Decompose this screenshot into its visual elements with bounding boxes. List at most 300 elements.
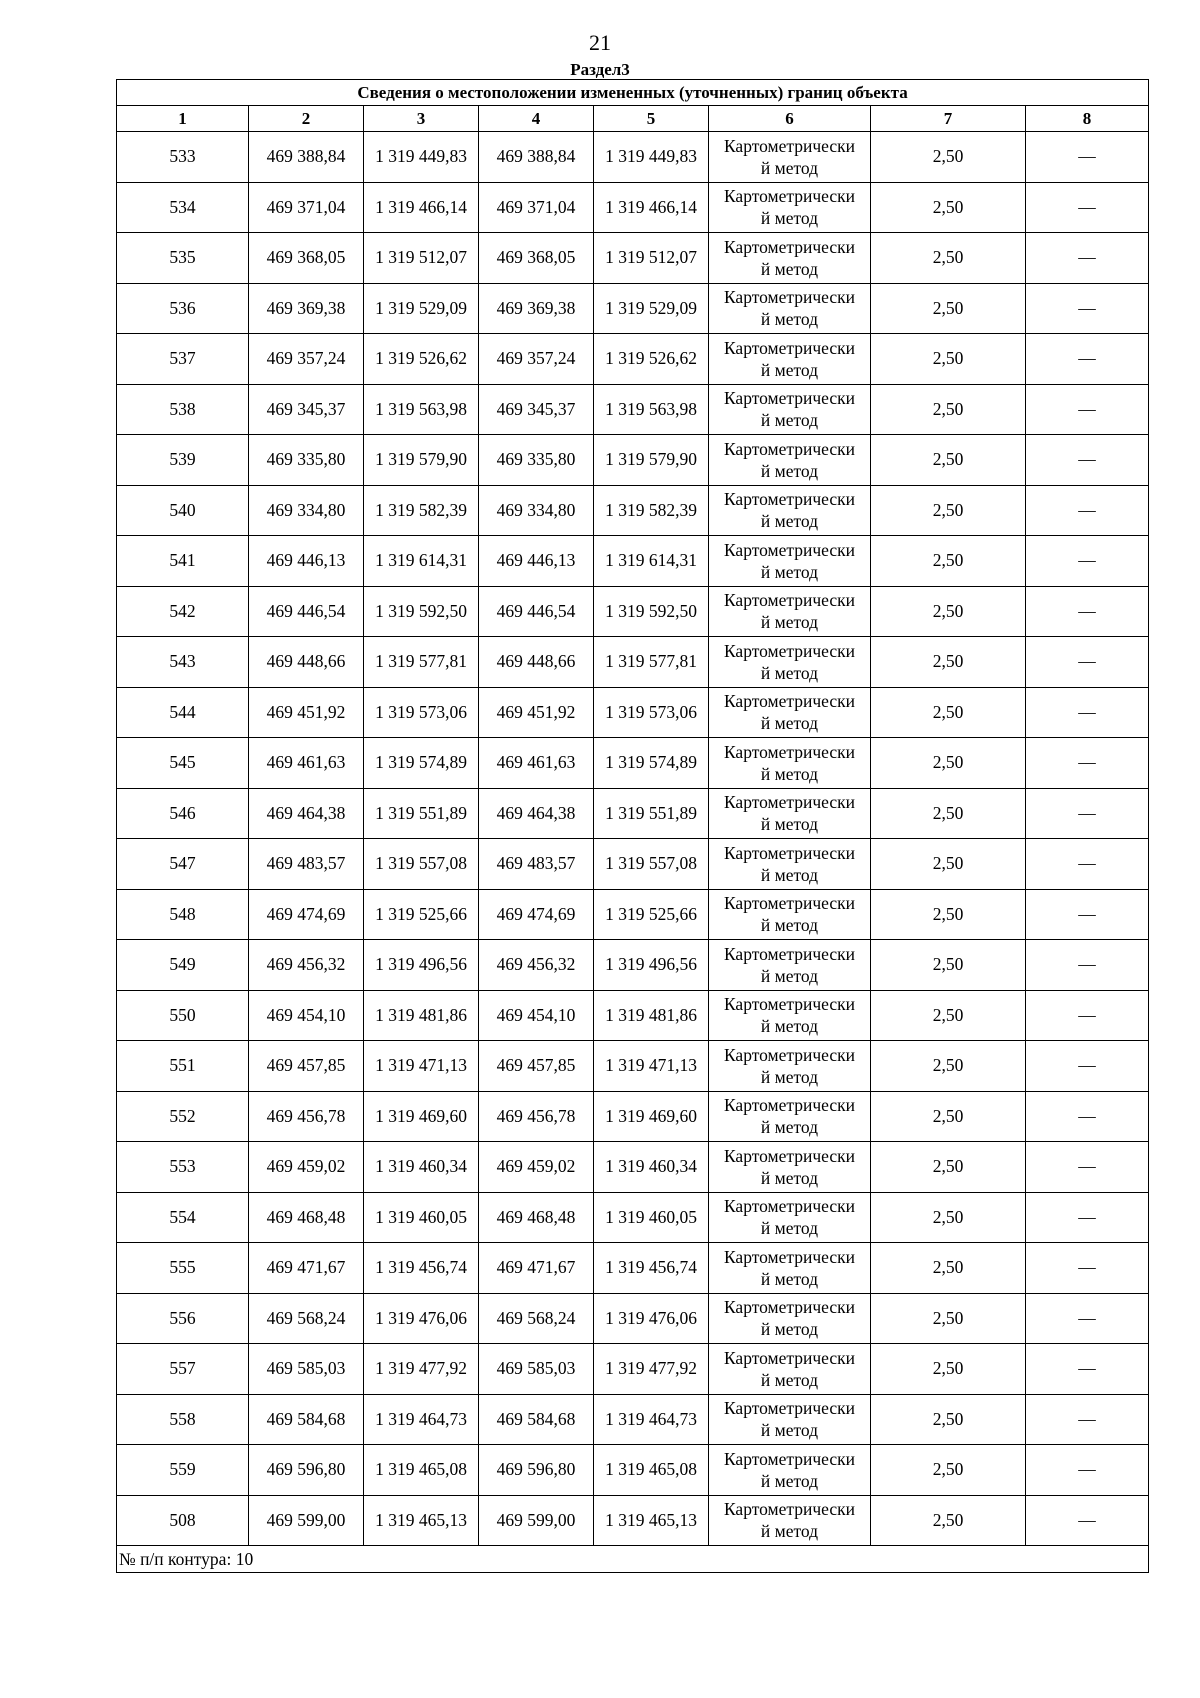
note-cell: — xyxy=(1026,1142,1149,1193)
precision-cell: 2,50 xyxy=(871,1142,1026,1193)
column-number: 3 xyxy=(364,106,479,132)
method-cell xyxy=(709,283,871,334)
precision-cell: 2,50 xyxy=(871,889,1026,940)
x-coordinate-cell: 469 371,04 xyxy=(249,182,364,233)
method-text-line2: й метод xyxy=(760,1369,819,1390)
x-coordinate-cell: 469 459,02 xyxy=(249,1142,364,1193)
table-row xyxy=(117,586,1149,637)
x-coordinate-cell: 469 483,57 xyxy=(249,839,364,890)
x-coordinate-cell: 469 596,80 xyxy=(479,1445,594,1496)
y-coordinate-cell: 1 319 525,66 xyxy=(364,889,479,940)
method-text-line1: Картометрически xyxy=(723,539,856,560)
x-coordinate-cell: 469 456,32 xyxy=(249,940,364,991)
precision-cell: 2,50 xyxy=(871,1445,1026,1496)
x-coordinate-cell: 469 596,80 xyxy=(249,1445,364,1496)
precision-cell: 2,50 xyxy=(871,485,1026,536)
method-text-line1: Картометрически xyxy=(723,438,856,459)
note-cell: — xyxy=(1026,233,1149,284)
point-number-cell: 540 xyxy=(117,485,249,536)
y-coordinate-cell: 1 319 460,05 xyxy=(594,1192,709,1243)
x-coordinate-cell: 469 454,10 xyxy=(479,990,594,1041)
method-text-line2: й метод xyxy=(760,1420,819,1441)
method-text-line1: Картометрически xyxy=(723,236,856,257)
point-number-cell: 536 xyxy=(117,283,249,334)
note-cell: — xyxy=(1026,132,1149,183)
table-row xyxy=(117,1394,1149,1445)
y-coordinate-cell: 1 319 465,13 xyxy=(594,1495,709,1546)
column-number: 6 xyxy=(709,106,871,132)
x-coordinate-cell: 469 584,68 xyxy=(249,1394,364,1445)
y-coordinate-cell: 1 319 449,83 xyxy=(364,132,479,183)
x-coordinate-cell: 469 457,85 xyxy=(479,1041,594,1092)
precision-cell: 2,50 xyxy=(871,687,1026,738)
y-coordinate-cell: 1 319 460,05 xyxy=(364,1192,479,1243)
x-coordinate-cell: 469 456,78 xyxy=(479,1091,594,1142)
x-coordinate-cell: 469 457,85 xyxy=(249,1041,364,1092)
table-row xyxy=(117,1091,1149,1142)
note-cell: — xyxy=(1026,940,1149,991)
y-coordinate-cell: 1 319 529,09 xyxy=(594,283,709,334)
method-cell xyxy=(709,1495,871,1546)
method-text-line2: й метод xyxy=(760,1268,819,1289)
point-number-cell: 537 xyxy=(117,334,249,385)
method-text-line2: й метод xyxy=(760,460,819,481)
point-number-cell: 535 xyxy=(117,233,249,284)
method-cell xyxy=(709,889,871,940)
y-coordinate-cell: 1 319 477,92 xyxy=(594,1344,709,1395)
precision-cell: 2,50 xyxy=(871,1091,1026,1142)
x-coordinate-cell: 469 446,13 xyxy=(249,536,364,587)
method-text-line2: й метод xyxy=(760,965,819,986)
table-row xyxy=(117,1445,1149,1496)
method-cell xyxy=(709,384,871,435)
point-number-cell: 542 xyxy=(117,586,249,637)
x-coordinate-cell: 469 471,67 xyxy=(479,1243,594,1294)
point-number-cell: 534 xyxy=(117,182,249,233)
precision-cell: 2,50 xyxy=(871,788,1026,839)
table-row xyxy=(117,637,1149,688)
method-cell xyxy=(709,435,871,486)
table-row xyxy=(117,990,1149,1041)
point-number-cell: 554 xyxy=(117,1192,249,1243)
note-cell: — xyxy=(1026,536,1149,587)
x-coordinate-cell: 469 599,00 xyxy=(249,1495,364,1546)
y-coordinate-cell: 1 319 574,89 xyxy=(364,738,479,789)
point-number-cell: 549 xyxy=(117,940,249,991)
method-text-line2: й метод xyxy=(760,1218,819,1239)
note-cell: — xyxy=(1026,1495,1149,1546)
method-text-line1: Картометрически xyxy=(723,640,856,661)
point-number-cell: 555 xyxy=(117,1243,249,1294)
precision-cell: 2,50 xyxy=(871,384,1026,435)
x-coordinate-cell: 469 368,05 xyxy=(249,233,364,284)
method-text-line1: Картометрически xyxy=(723,893,856,914)
method-cell xyxy=(709,990,871,1041)
precision-cell: 2,50 xyxy=(871,132,1026,183)
method-cell xyxy=(709,334,871,385)
x-coordinate-cell: 469 334,80 xyxy=(249,485,364,536)
note-cell: — xyxy=(1026,889,1149,940)
y-coordinate-cell: 1 319 476,06 xyxy=(364,1293,479,1344)
method-cell xyxy=(709,1041,871,1092)
method-cell xyxy=(709,637,871,688)
point-number-cell: 547 xyxy=(117,839,249,890)
method-text-line1: Картометрически xyxy=(723,489,856,510)
y-coordinate-cell: 1 319 481,86 xyxy=(364,990,479,1041)
precision-cell: 2,50 xyxy=(871,233,1026,284)
method-cell xyxy=(709,1394,871,1445)
table-row xyxy=(117,839,1149,890)
method-cell xyxy=(709,182,871,233)
method-text-line1: Картометрически xyxy=(723,337,856,358)
method-cell xyxy=(709,738,871,789)
point-number-cell: 557 xyxy=(117,1344,249,1395)
y-coordinate-cell: 1 319 529,09 xyxy=(364,283,479,334)
x-coordinate-cell: 469 585,03 xyxy=(479,1344,594,1395)
table-body xyxy=(117,132,1149,1546)
x-coordinate-cell: 469 388,84 xyxy=(249,132,364,183)
note-cell: — xyxy=(1026,334,1149,385)
method-cell xyxy=(709,485,871,536)
x-coordinate-cell: 469 388,84 xyxy=(479,132,594,183)
table-row xyxy=(117,1344,1149,1395)
precision-cell: 2,50 xyxy=(871,940,1026,991)
method-text-line1: Картометрически xyxy=(723,842,856,863)
y-coordinate-cell: 1 319 456,74 xyxy=(594,1243,709,1294)
method-text-line2: й метод xyxy=(760,915,819,936)
method-text-line1: Картометрически xyxy=(723,1145,856,1166)
x-coordinate-cell: 469 584,68 xyxy=(479,1394,594,1445)
method-text-line1: Картометрически xyxy=(723,1347,856,1368)
y-coordinate-cell: 1 319 525,66 xyxy=(594,889,709,940)
point-number-cell: 544 xyxy=(117,687,249,738)
method-cell xyxy=(709,132,871,183)
precision-cell: 2,50 xyxy=(871,1394,1026,1445)
method-cell xyxy=(709,687,871,738)
precision-cell: 2,50 xyxy=(871,990,1026,1041)
x-coordinate-cell: 469 368,05 xyxy=(479,233,594,284)
method-cell xyxy=(709,233,871,284)
method-text-line2: й метод xyxy=(760,1117,819,1138)
table-title: Сведения о местоположении измененных (уточненных) границ объекта xyxy=(117,80,1149,106)
x-coordinate-cell: 469 456,32 xyxy=(479,940,594,991)
x-coordinate-cell: 469 468,48 xyxy=(479,1192,594,1243)
table-row xyxy=(117,1192,1149,1243)
method-text-line2: й метод xyxy=(760,1167,819,1188)
point-number-cell: 533 xyxy=(117,132,249,183)
method-text-line2: й метод xyxy=(760,157,819,178)
method-cell xyxy=(709,586,871,637)
method-text-line2: й метод xyxy=(760,208,819,229)
y-coordinate-cell: 1 319 579,90 xyxy=(594,435,709,486)
precision-cell: 2,50 xyxy=(871,1344,1026,1395)
note-cell: — xyxy=(1026,1293,1149,1344)
precision-cell: 2,50 xyxy=(871,1192,1026,1243)
method-text-line1: Картометрически xyxy=(723,1044,856,1065)
y-coordinate-cell: 1 319 557,08 xyxy=(364,839,479,890)
x-coordinate-cell: 469 464,38 xyxy=(479,788,594,839)
precision-cell: 2,50 xyxy=(871,738,1026,789)
point-number-cell: 538 xyxy=(117,384,249,435)
y-coordinate-cell: 1 319 466,14 xyxy=(364,182,479,233)
method-text-line1: Картометрически xyxy=(723,135,856,156)
y-coordinate-cell: 1 319 577,81 xyxy=(594,637,709,688)
method-text-line2: й метод xyxy=(760,258,819,279)
x-coordinate-cell: 469 369,38 xyxy=(249,283,364,334)
section-title: Раздел3 xyxy=(570,60,630,79)
table-row xyxy=(117,182,1149,233)
note-cell: — xyxy=(1026,637,1149,688)
y-coordinate-cell: 1 319 496,56 xyxy=(364,940,479,991)
table-row xyxy=(117,687,1149,738)
method-text-line1: Картометрически xyxy=(723,792,856,813)
coordinates-table xyxy=(116,79,1149,1573)
y-coordinate-cell: 1 319 512,07 xyxy=(594,233,709,284)
x-coordinate-cell: 469 451,92 xyxy=(479,687,594,738)
table-row xyxy=(117,1495,1149,1546)
precision-cell: 2,50 xyxy=(871,637,1026,688)
method-cell xyxy=(709,839,871,890)
y-coordinate-cell: 1 319 557,08 xyxy=(594,839,709,890)
x-coordinate-cell: 469 459,02 xyxy=(479,1142,594,1193)
y-coordinate-cell: 1 319 469,60 xyxy=(594,1091,709,1142)
method-text-line2: й метод xyxy=(760,713,819,734)
column-number: 5 xyxy=(594,106,709,132)
precision-cell: 2,50 xyxy=(871,586,1026,637)
point-number-cell: 508 xyxy=(117,1495,249,1546)
note-cell: — xyxy=(1026,384,1149,435)
x-coordinate-cell: 469 448,66 xyxy=(479,637,594,688)
y-coordinate-cell: 1 319 456,74 xyxy=(364,1243,479,1294)
method-text-line1: Картометрически xyxy=(723,994,856,1015)
method-text-line2: й метод xyxy=(760,1521,819,1542)
table-row xyxy=(117,738,1149,789)
note-cell: — xyxy=(1026,1192,1149,1243)
precision-cell: 2,50 xyxy=(871,182,1026,233)
method-text-line2: й метод xyxy=(760,359,819,380)
table-row xyxy=(117,1243,1149,1294)
method-text-line1: Картометрически xyxy=(723,943,856,964)
table-row xyxy=(117,435,1149,486)
x-coordinate-cell: 469 371,04 xyxy=(479,182,594,233)
note-cell: — xyxy=(1026,1445,1149,1496)
y-coordinate-cell: 1 319 577,81 xyxy=(364,637,479,688)
method-text-line2: й метод xyxy=(760,1470,819,1491)
y-coordinate-cell: 1 319 551,89 xyxy=(594,788,709,839)
point-number-cell: 559 xyxy=(117,1445,249,1496)
method-text-line1: Картометрически xyxy=(723,590,856,611)
y-coordinate-cell: 1 319 466,14 xyxy=(594,182,709,233)
point-number-cell: 543 xyxy=(117,637,249,688)
table-row xyxy=(117,1041,1149,1092)
note-cell: — xyxy=(1026,788,1149,839)
y-coordinate-cell: 1 319 582,39 xyxy=(594,485,709,536)
method-text-line1: Картометрически xyxy=(723,1499,856,1520)
point-number-cell: 552 xyxy=(117,1091,249,1142)
y-coordinate-cell: 1 319 460,34 xyxy=(594,1142,709,1193)
y-coordinate-cell: 1 319 460,34 xyxy=(364,1142,479,1193)
method-text-line2: й метод xyxy=(760,662,819,683)
precision-cell: 2,50 xyxy=(871,435,1026,486)
note-cell: — xyxy=(1026,990,1149,1041)
y-coordinate-cell: 1 319 614,31 xyxy=(594,536,709,587)
table-row xyxy=(117,485,1149,536)
column-number: 1 xyxy=(117,106,249,132)
y-coordinate-cell: 1 319 469,60 xyxy=(364,1091,479,1142)
table-row xyxy=(117,334,1149,385)
note-cell: — xyxy=(1026,1243,1149,1294)
y-coordinate-cell: 1 319 465,08 xyxy=(364,1445,479,1496)
column-number: 4 xyxy=(479,106,594,132)
method-cell xyxy=(709,1192,871,1243)
point-number-cell: 548 xyxy=(117,889,249,940)
precision-cell: 2,50 xyxy=(871,1243,1026,1294)
method-text-line2: й метод xyxy=(760,814,819,835)
x-coordinate-cell: 469 468,48 xyxy=(249,1192,364,1243)
note-cell: — xyxy=(1026,435,1149,486)
point-number-cell: 550 xyxy=(117,990,249,1041)
table-row xyxy=(117,788,1149,839)
x-coordinate-cell: 469 446,54 xyxy=(249,586,364,637)
column-number: 2 xyxy=(249,106,364,132)
method-cell xyxy=(709,1243,871,1294)
x-coordinate-cell: 469 471,67 xyxy=(249,1243,364,1294)
y-coordinate-cell: 1 319 471,13 xyxy=(594,1041,709,1092)
method-text-line2: й метод xyxy=(760,1319,819,1340)
y-coordinate-cell: 1 319 476,06 xyxy=(594,1293,709,1344)
method-text-line1: Картометрически xyxy=(723,691,856,712)
x-coordinate-cell: 469 446,54 xyxy=(479,586,594,637)
method-text-line1: Картометрически xyxy=(723,1398,856,1419)
x-coordinate-cell: 469 357,24 xyxy=(479,334,594,385)
precision-cell: 2,50 xyxy=(871,283,1026,334)
x-coordinate-cell: 469 448,66 xyxy=(249,637,364,688)
table-row xyxy=(117,283,1149,334)
y-coordinate-cell: 1 319 512,07 xyxy=(364,233,479,284)
y-coordinate-cell: 1 319 563,98 xyxy=(364,384,479,435)
y-coordinate-cell: 1 319 614,31 xyxy=(364,536,479,587)
point-number-cell: 553 xyxy=(117,1142,249,1193)
y-coordinate-cell: 1 319 526,62 xyxy=(364,334,479,385)
method-cell xyxy=(709,1091,871,1142)
table-row xyxy=(117,384,1149,435)
column-number-row xyxy=(117,106,1149,132)
method-text-line2: й метод xyxy=(760,612,819,633)
precision-cell: 2,50 xyxy=(871,839,1026,890)
table-row xyxy=(117,940,1149,991)
method-text-line1: Картометрически xyxy=(723,1297,856,1318)
table-row xyxy=(117,889,1149,940)
method-text-line1: Картометрически xyxy=(723,287,856,308)
precision-cell: 2,50 xyxy=(871,1293,1026,1344)
note-cell: — xyxy=(1026,485,1149,536)
method-cell xyxy=(709,1344,871,1395)
x-coordinate-cell: 469 345,37 xyxy=(249,384,364,435)
x-coordinate-cell: 469 369,38 xyxy=(479,283,594,334)
table-row xyxy=(117,1142,1149,1193)
x-coordinate-cell: 469 334,80 xyxy=(479,485,594,536)
x-coordinate-cell: 469 345,37 xyxy=(479,384,594,435)
method-text-line2: й метод xyxy=(760,309,819,330)
y-coordinate-cell: 1 319 574,89 xyxy=(594,738,709,789)
x-coordinate-cell: 469 451,92 xyxy=(249,687,364,738)
method-text-line1: Картометрически xyxy=(723,741,856,762)
method-text-line1: Картометрически xyxy=(723,1448,856,1469)
method-cell xyxy=(709,788,871,839)
column-number: 7 xyxy=(871,106,1026,132)
contour-footer: № п/п контура: 10 xyxy=(117,1546,1149,1573)
y-coordinate-cell: 1 319 496,56 xyxy=(594,940,709,991)
x-coordinate-cell: 469 599,00 xyxy=(479,1495,594,1546)
x-coordinate-cell: 469 461,63 xyxy=(249,738,364,789)
x-coordinate-cell: 469 446,13 xyxy=(479,536,594,587)
x-coordinate-cell: 469 335,80 xyxy=(479,435,594,486)
method-text-line2: й метод xyxy=(760,1016,819,1037)
method-cell xyxy=(709,1142,871,1193)
y-coordinate-cell: 1 319 464,73 xyxy=(364,1394,479,1445)
y-coordinate-cell: 1 319 551,89 xyxy=(364,788,479,839)
x-coordinate-cell: 469 474,69 xyxy=(249,889,364,940)
y-coordinate-cell: 1 319 481,86 xyxy=(594,990,709,1041)
table-row xyxy=(117,233,1149,284)
note-cell: — xyxy=(1026,283,1149,334)
y-coordinate-cell: 1 319 592,50 xyxy=(594,586,709,637)
method-text-line2: й метод xyxy=(760,1066,819,1087)
point-number-cell: 551 xyxy=(117,1041,249,1092)
x-coordinate-cell: 469 568,24 xyxy=(249,1293,364,1344)
y-coordinate-cell: 1 319 582,39 xyxy=(364,485,479,536)
x-coordinate-cell: 469 474,69 xyxy=(479,889,594,940)
note-cell: — xyxy=(1026,1091,1149,1142)
method-cell xyxy=(709,1293,871,1344)
table-row xyxy=(117,536,1149,587)
y-coordinate-cell: 1 319 573,06 xyxy=(364,687,479,738)
x-coordinate-cell: 469 461,63 xyxy=(479,738,594,789)
method-cell xyxy=(709,940,871,991)
method-cell xyxy=(709,536,871,587)
y-coordinate-cell: 1 319 526,62 xyxy=(594,334,709,385)
precision-cell: 2,50 xyxy=(871,1495,1026,1546)
method-text-line1: Картометрически xyxy=(723,1246,856,1267)
x-coordinate-cell: 469 357,24 xyxy=(249,334,364,385)
method-text-line1: Картометрически xyxy=(723,1095,856,1116)
method-text-line1: Картометрически xyxy=(723,1196,856,1217)
y-coordinate-cell: 1 319 477,92 xyxy=(364,1344,479,1395)
y-coordinate-cell: 1 319 563,98 xyxy=(594,384,709,435)
x-coordinate-cell: 469 568,24 xyxy=(479,1293,594,1344)
note-cell: — xyxy=(1026,687,1149,738)
x-coordinate-cell: 469 483,57 xyxy=(479,839,594,890)
column-number: 8 xyxy=(1026,106,1149,132)
point-number-cell: 558 xyxy=(117,1394,249,1445)
y-coordinate-cell: 1 319 465,08 xyxy=(594,1445,709,1496)
note-cell: — xyxy=(1026,1041,1149,1092)
y-coordinate-cell: 1 319 592,50 xyxy=(364,586,479,637)
point-number-cell: 545 xyxy=(117,738,249,789)
method-text-line2: й метод xyxy=(760,561,819,582)
x-coordinate-cell: 469 585,03 xyxy=(249,1344,364,1395)
point-number-cell: 539 xyxy=(117,435,249,486)
x-coordinate-cell: 469 335,80 xyxy=(249,435,364,486)
y-coordinate-cell: 1 319 471,13 xyxy=(364,1041,479,1092)
method-text-line2: й метод xyxy=(760,511,819,532)
note-cell: — xyxy=(1026,1344,1149,1395)
point-number-cell: 556 xyxy=(117,1293,249,1344)
method-text-line1: Картометрически xyxy=(723,388,856,409)
page-number: 21 xyxy=(589,30,611,55)
note-cell: — xyxy=(1026,182,1149,233)
x-coordinate-cell: 469 464,38 xyxy=(249,788,364,839)
